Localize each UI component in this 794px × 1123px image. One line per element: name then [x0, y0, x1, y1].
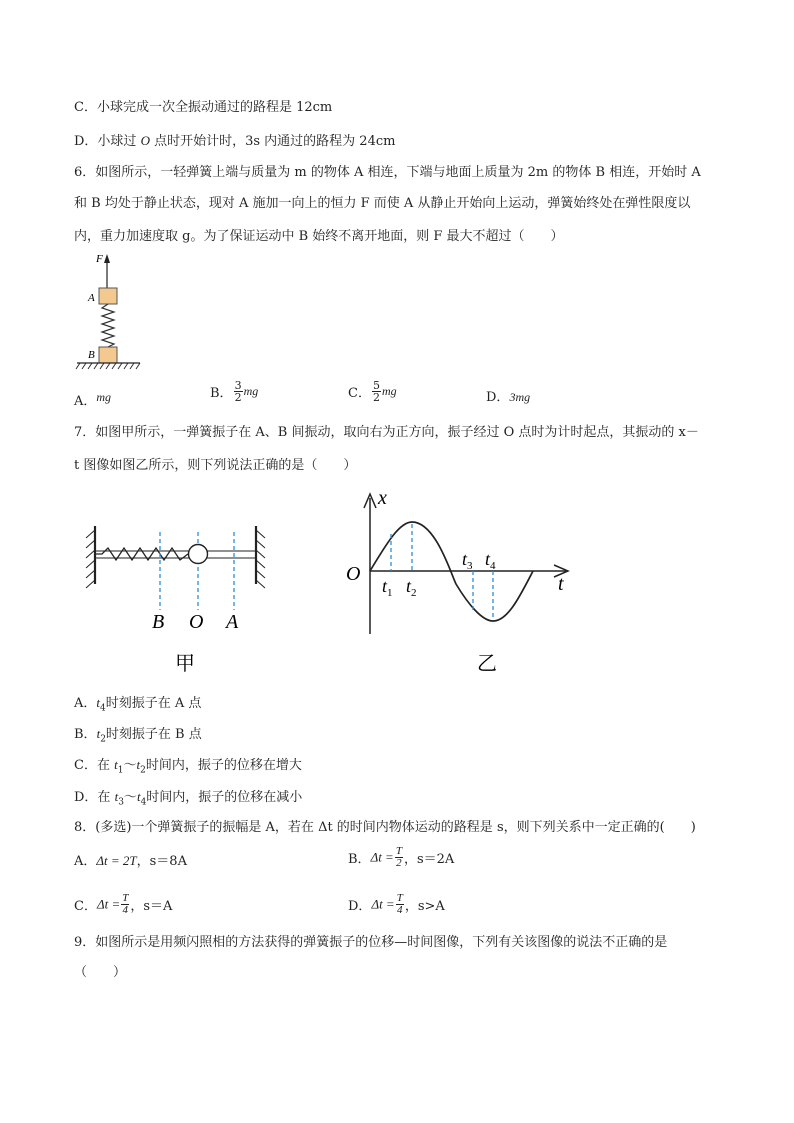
- q8-option-d: D．Δt = $\frac{T}{4}$ ，s>A: [348, 892, 445, 916]
- q6-label-B: B: [88, 349, 95, 361]
- q7-fig2-caption: 乙: [477, 653, 497, 675]
- q6-label-A: A: [88, 292, 95, 304]
- q8-option-a: A．Δt = 2T，s＝8A: [74, 853, 187, 869]
- q7-option-b: B．$t_2$时刻振子在 B 点: [74, 726, 202, 745]
- q7-fig1-label-O: O: [189, 611, 204, 633]
- q7-fig1-label-A: A: [226, 611, 239, 633]
- q6-spring-figure: [74, 250, 154, 375]
- q7-fig2-label-t4: $t_4$: [485, 549, 496, 572]
- q7-fig1-label-B: B: [152, 611, 165, 633]
- q7-option-a: A．$t_4$时刻振子在 A 点: [74, 695, 202, 714]
- q8-stem: 8．(多选)一个弹簧振子的振幅是 A，若在 Δt 的时间内物体运动的路程是 s，则下列关系中一定正确的( ): [74, 820, 696, 835]
- q7-fig1-caption: 甲: [175, 653, 195, 675]
- q7-fig2-label-t1: $t_1$: [382, 576, 393, 599]
- q7-option-d: D．在 $t_3\sim t_4$时间内，振子的位移在减小: [74, 789, 303, 808]
- q5-option-d: D．小球过 O 点时开始计时，3s 内通过的路程为 24cm: [74, 133, 396, 149]
- q6-option-d: D．3mg: [486, 390, 531, 405]
- q7-figure-yi: [340, 484, 580, 679]
- q5-option-c: C．小球完成一次全振动通过的路程是 12cm: [74, 100, 333, 115]
- q7-fig2-label-t2: $t_2$: [406, 576, 417, 599]
- q6-option-b: B． $\frac{3}{2}$ mg: [210, 379, 259, 404]
- q6-stem-line1: 6．如图所示，一轻弹簧上端与质量为 m 的物体 A 相连，下端与地面上质量为 2m 的物体 B 相连，开始时 A: [74, 165, 701, 180]
- q9-stem-line1: 9．如图所示是用频闪照相的方法获得的弹簧振子的位移—时间图像，下列有关该图像的说法不正确的是: [74, 935, 668, 950]
- q6-stem-line2: 和 B 均处于静止状态，现对 A 施加一向上的恒力 F 而使 A 从静止开始向上运动，弹簧始终处在弹性限度以: [74, 196, 691, 211]
- q6-label-F: F: [96, 253, 103, 265]
- q7-figure-jia: [80, 518, 280, 678]
- q7-stem-line1: 7．如图甲所示，一弹簧振子在 A、B 间振动，取向右为正方向，振子经过 O 点时为计时起点，其振动的 x－: [74, 425, 699, 440]
- q6-stem-line3: 内，重力加速度取 g。为了保证运动中 B 始终不离开地面，则 F 最大不超过（ ）: [74, 229, 564, 244]
- q7-fig2-label-O: O: [346, 563, 361, 585]
- q6-option-c: C． $\frac{5}{2}$ mg: [348, 379, 397, 404]
- q8-option-c: C．Δt = $\frac{T}{4}$ ，s＝A: [74, 892, 173, 916]
- q7-stem-line2: t 图像如图乙所示，则下列说法正确的是（ ）: [74, 458, 357, 473]
- q7-fig2-label-t: t: [558, 573, 564, 595]
- q7-fig2-label-x: x: [378, 487, 387, 509]
- q7-option-c: C．在 $t_1\sim t_2$时间内，振子的位移在增大: [74, 757, 302, 776]
- q8-option-b: B．Δt = $\frac{T}{2}$ ，s＝2A: [348, 845, 455, 869]
- q7-fig2-label-t3: $t_3$: [462, 549, 473, 572]
- q9-stem-line2: （ ）: [74, 965, 127, 980]
- q6-option-a: A．mg: [74, 390, 112, 409]
